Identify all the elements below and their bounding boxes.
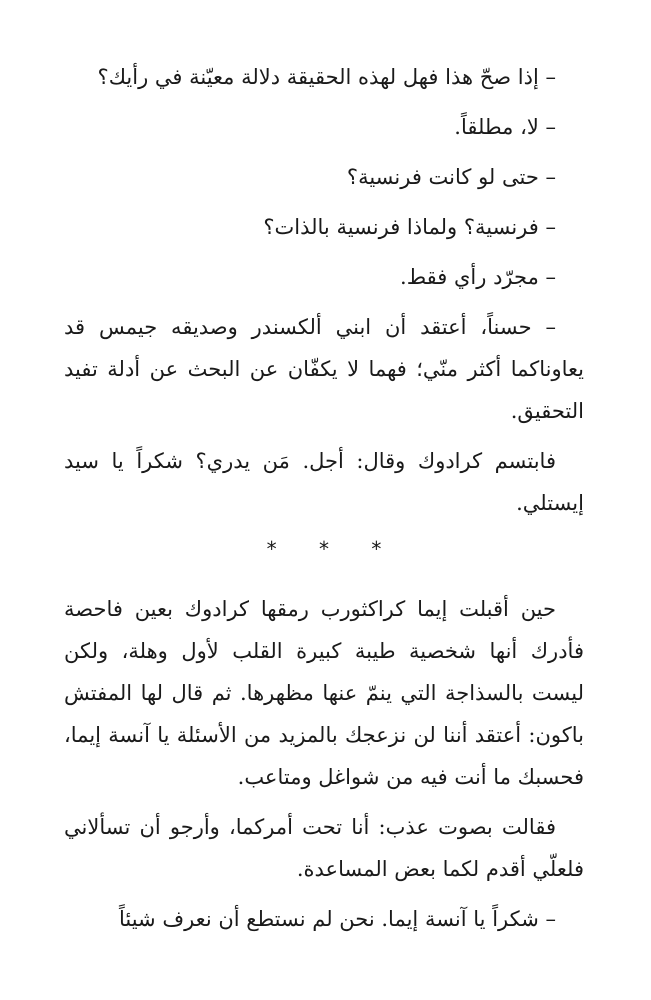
dialogue-line-3: – حتى لو كانت فرنسية؟	[346, 165, 556, 189]
dialogue-line-2: – لا، مطلقاً.	[454, 115, 556, 139]
dialogue-line-4: – فرنسية؟ ولماذا فرنسية بالذات؟	[263, 215, 556, 239]
dialogue-line-1: – إذا صحّ هذا فهل لهذه الحقيقة دلالة معيّنة في رأيك؟	[97, 65, 556, 89]
section-divider: * * *	[266, 537, 400, 561]
dialogue-line-7: – شكراً يا آنسة إيما. نحن لم نستطع أن نعرف شيئاً	[118, 907, 556, 931]
book-page	[64, 56, 584, 948]
narration-paragraph-2: حين أقبلت إيما كراكثورب رمقها كرادوك بعين فاحصة فأدرك أنها شخصية طيبة كبيرة القلب لأول وهلة، ولكن ليست بالسذاجة التي ينمّ عنها مظهرها. ثم قال لها المفتش باكون: أعتقد أننا لن نزعجك بالمزيد من الأسئلة يا آنسة إيما، فحسبك ما أنت فيه من شواغل ومتاعب.	[64, 597, 584, 789]
narration-paragraph-1: فابتسم كرادوك وقال: أجل. مَن يدري؟ شكراً يا سيد إيستلي.	[64, 449, 584, 515]
narration-paragraph-3: فقالت بصوت عذب: أنا تحت أمركما، وأرجو أن تسألاني فلعلّي أقدم لكما بعض المساعدة.	[64, 815, 584, 881]
dialogue-line-5: – مجرّد رأي فقط.	[400, 265, 556, 289]
dialogue-line-6: – حسناً، أعتقد أن ابني ألكسندر وصديقه جيمس قد يعاوناكما أكثر منّي؛ فهما لا يكفّان عن البحث عن أدلة تفيد التحقيق.	[64, 315, 584, 423]
